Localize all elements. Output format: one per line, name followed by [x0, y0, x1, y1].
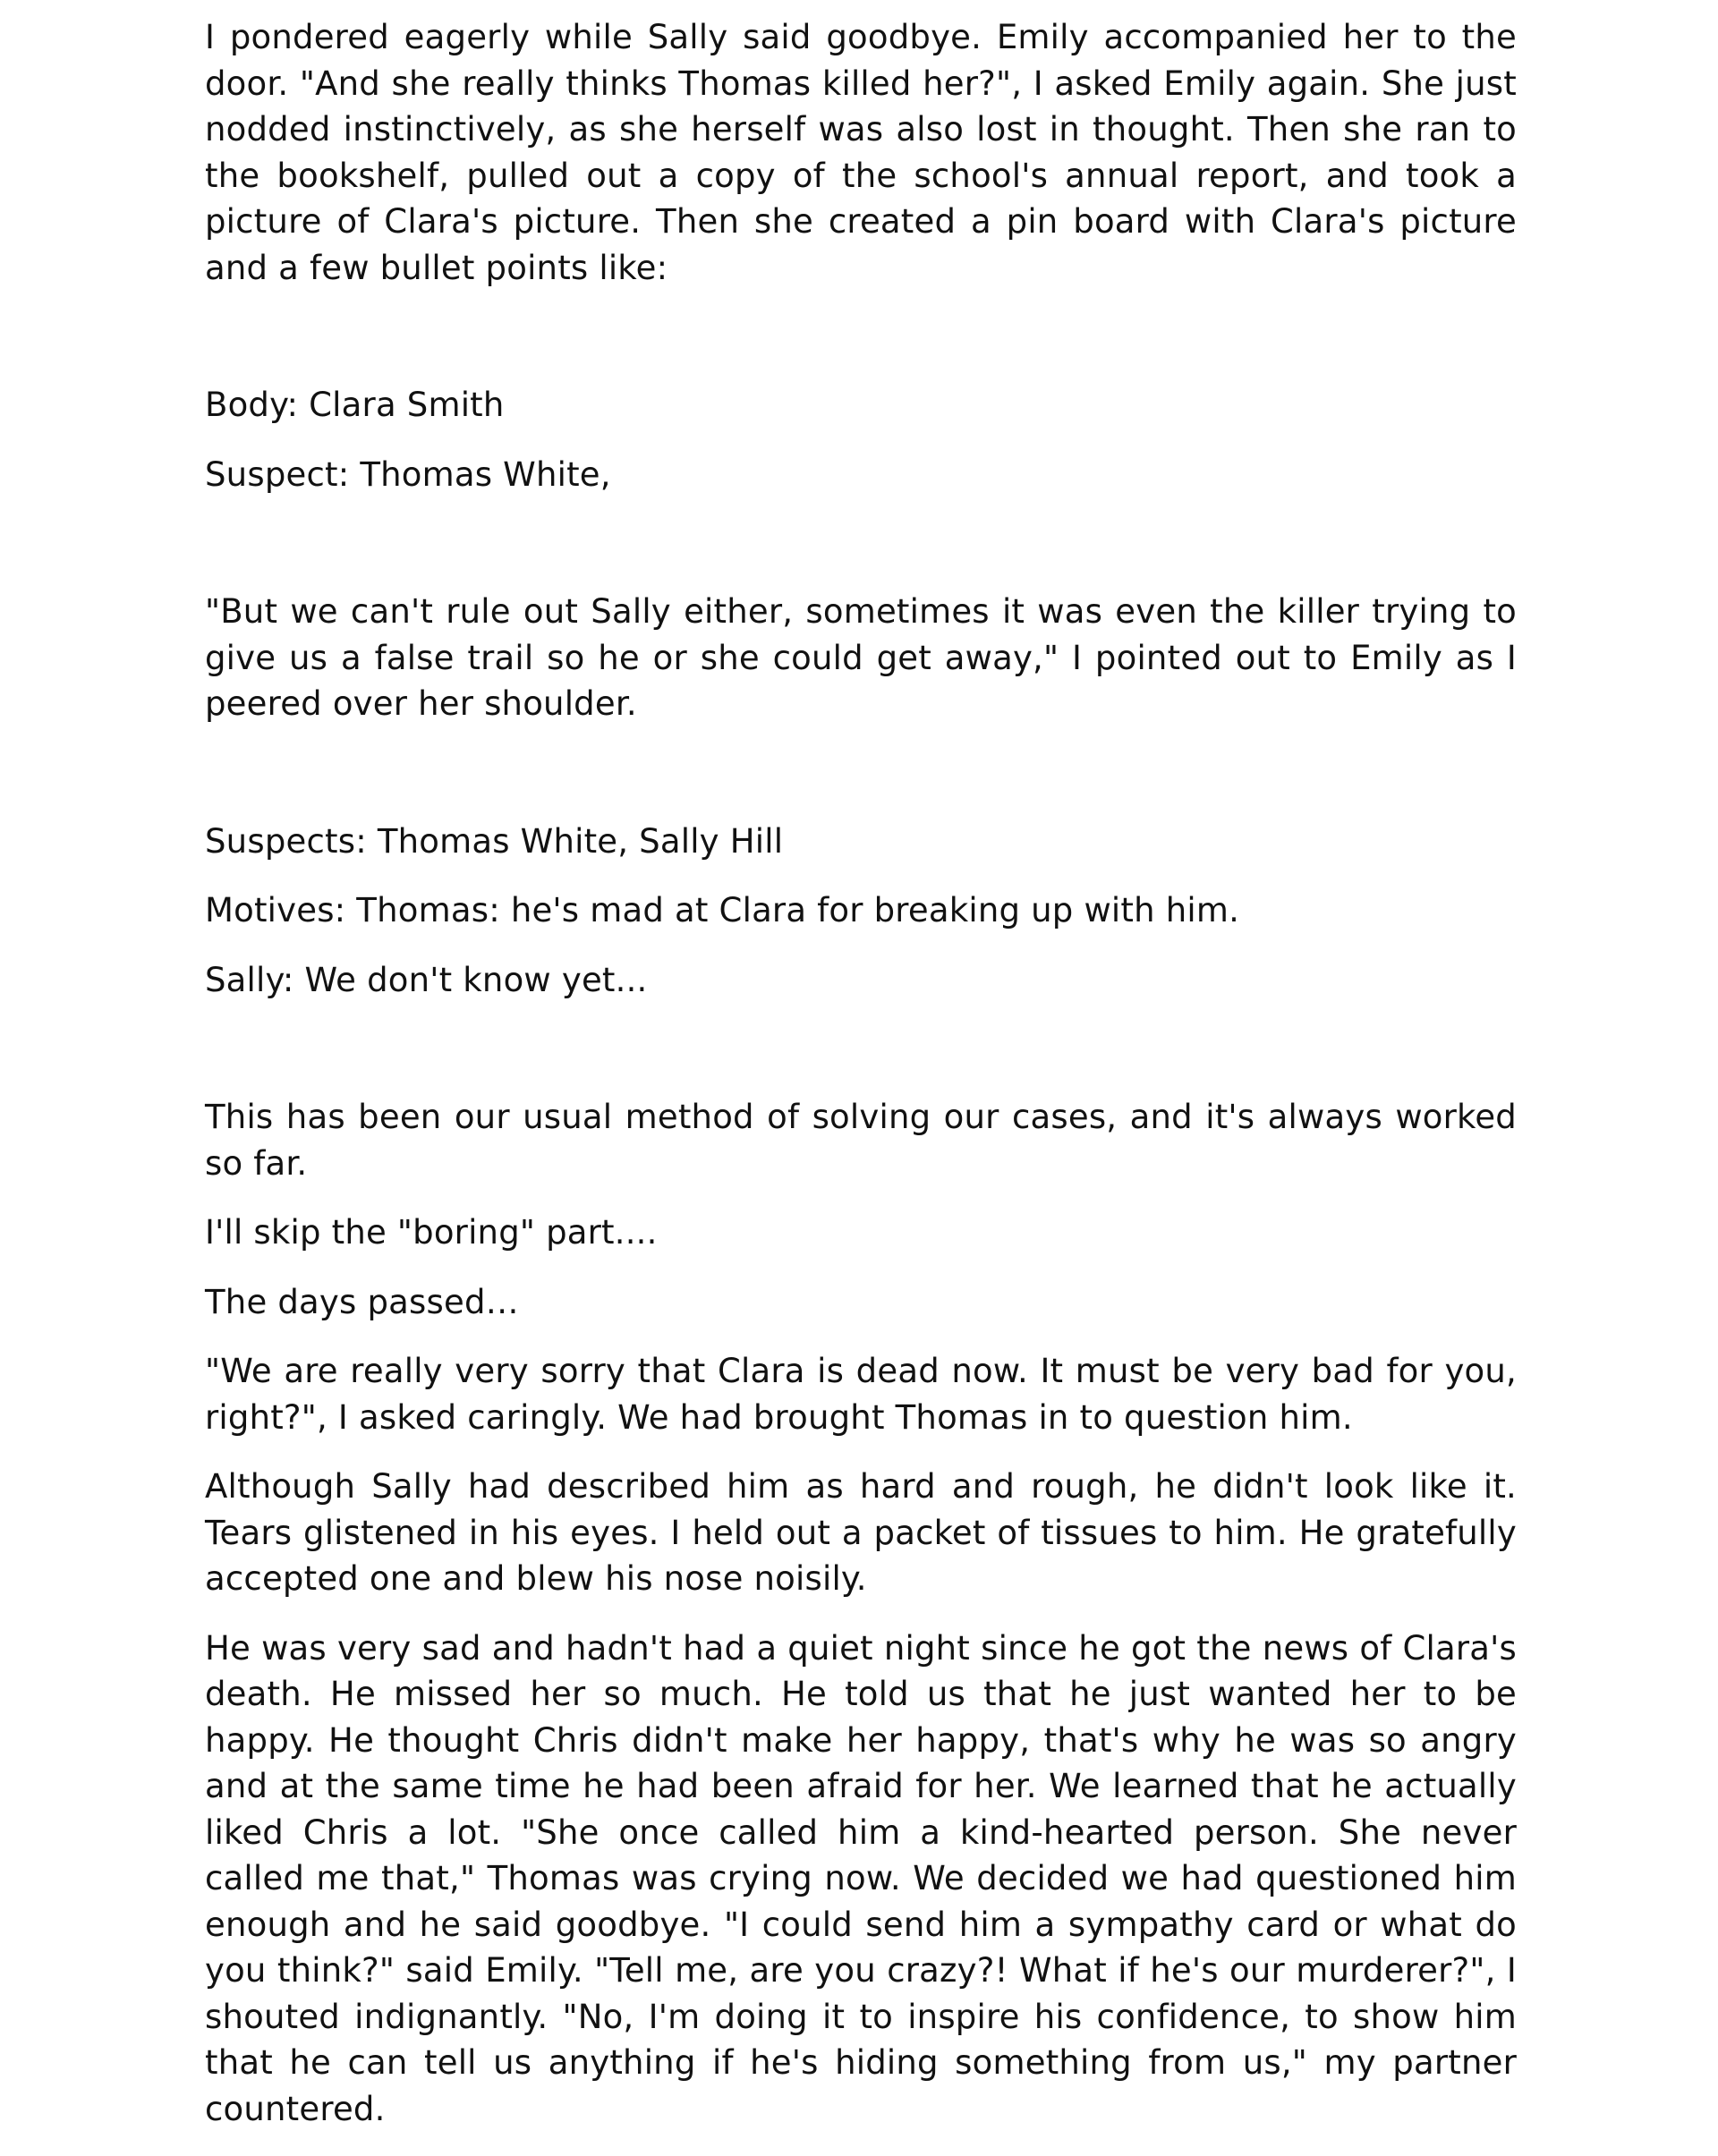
document-page	[205, 14, 1517, 2132]
paragraph-days-passed: The days passed…	[205, 1282, 519, 1321]
pinboard-body-line: Body: Clara Smith	[205, 386, 505, 424]
paragraph-rule-out-sally: "But we can't rule out Sally either, sometimes it was even the killer trying to give us a false trail so he or she could get away," I pointed out to Emily as I peered over her shoulder.	[205, 592, 1517, 723]
paragraph-skip-boring: I'll skip the "boring" part....	[205, 1213, 658, 1252]
paragraph-pondered: I pondered eagerly while Sally said goodbye. Emily accompanied her to the door. "And she really thinks Thomas killed her?", I asked Emily again. She just nodded instinctively, as she herself was also lost in thought. Then she ran to the bookshelf, pulled out a copy of the school's annual report, and took a picture of Clara's picture. Then she created a pin board with Clara's picture and a few bullet points like:	[205, 18, 1517, 287]
paragraph-sorry-clara: "We are really very sorry that Clara is dead now. It must be very bad for you, right?", I asked caringly. We had brought Thomas in to question him.	[205, 1352, 1517, 1437]
paragraph-usual-method: This has been our usual method of solving our cases, and it's always worked so far.	[205, 1098, 1517, 1183]
paragraph-tears: Although Sally had described him as hard and rough, he didn't look like it. Tears glistened in his eyes. I held out a packet of tissues to him. He gratefully accepted one and blew his nose noisily.	[205, 1467, 1517, 1598]
pinboard-suspects-line: Suspects: Thomas White, Sally Hill	[205, 821, 784, 861]
pinboard-motives-line: Motives: Thomas: he's mad at Clara for breaking up with him.	[205, 891, 1240, 929]
pinboard-sally-line: Sally: We don't know yet...	[205, 960, 648, 999]
pinboard-suspect-line: Suspect: Thomas White,	[205, 454, 611, 494]
paragraph-thomas-sad: He was very sad and hadn't had a quiet night since he got the news of Clara's death. He missed her so much. He told us that he just wanted her to be happy. He thought Chris didn't make her happy, that's why he was so angry and at the same time he had been afraid for her. We learned that he actually liked Chris a lot. "She once called him a kind-hearted person. She never called me that," Thomas was crying now. We decided we had questioned him enough and he said goodbye. "I could send him a sympathy card or what do you think?" said Emily. "Tell me, are you crazy?! What if he's our murderer?", I shouted indignantly. "No, I'm doing it to inspire his confidence, to show him that he can tell us anything if he's hiding something from us," my partner countered.	[205, 1628, 1517, 2128]
